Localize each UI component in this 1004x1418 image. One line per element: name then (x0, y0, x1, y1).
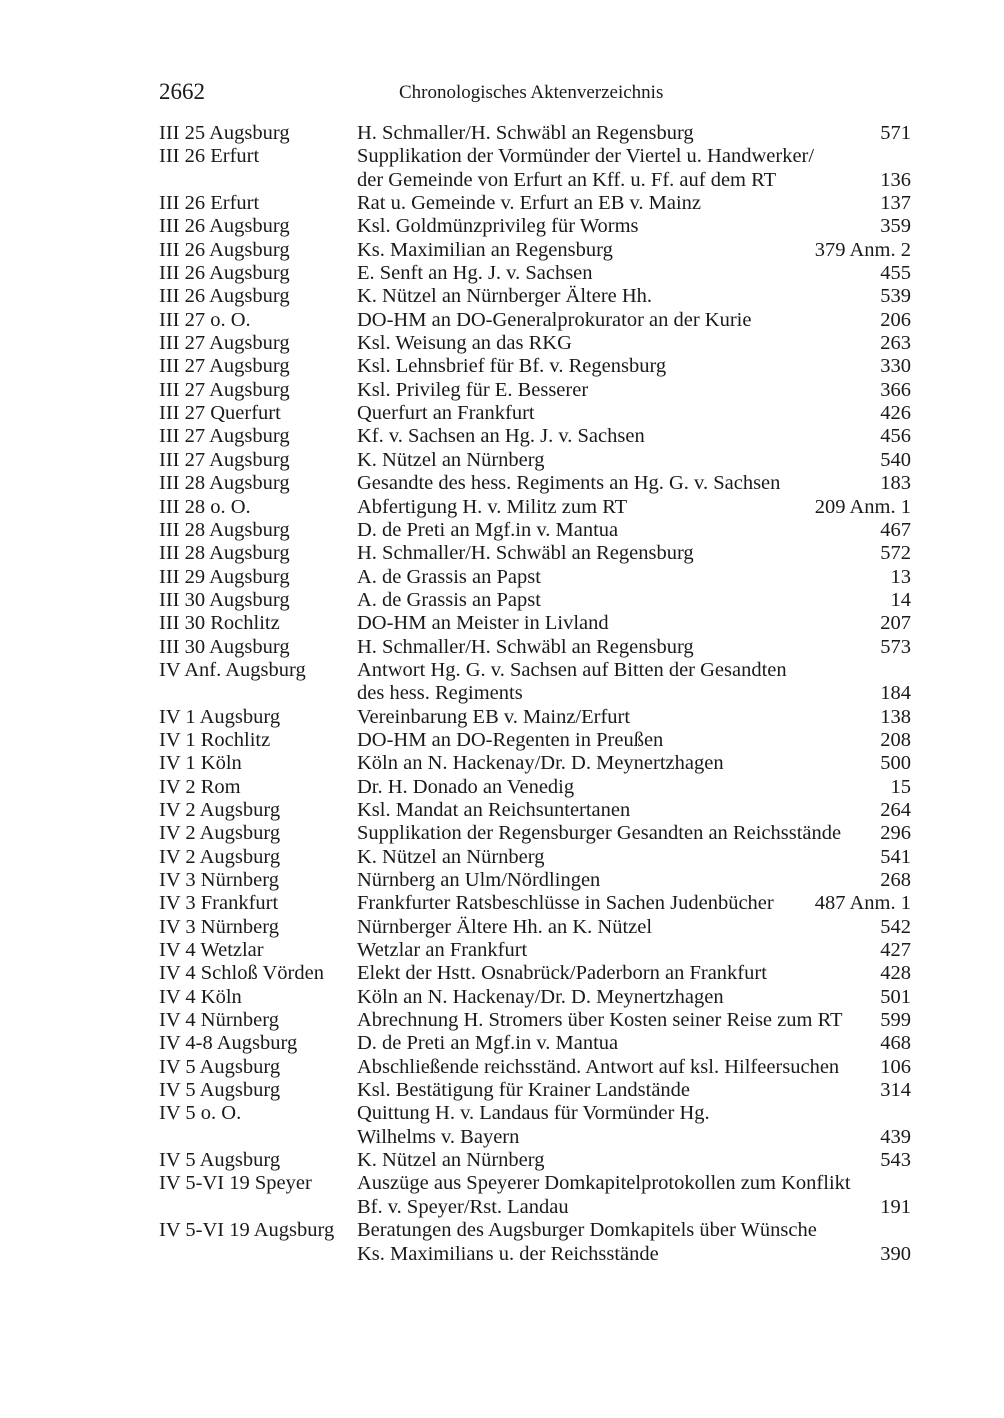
entry-date: III 27 Augsburg (159, 332, 290, 355)
entry-date: IV 4-8 Augsburg (159, 1032, 298, 1055)
entry-description (357, 192, 876, 215)
entry-description-line: Querfurt an Frankfurt (357, 402, 535, 425)
entry-row (159, 1172, 911, 1219)
entry-date: IV 5 Augsburg (159, 1149, 281, 1172)
entry-description-line: Ksl. Bestätigung für Krainer Landstände (357, 1079, 691, 1102)
entry-description (357, 706, 876, 729)
entry-date: III 26 Augsburg (159, 238, 290, 261)
entry-date: IV 4 Wetzlar (159, 939, 264, 962)
entry-description-line: Supplikation der Vormünder der Viertel u. Handwerker/ (357, 145, 815, 168)
entry-description-line: Ks. Maximilian an Regensburg (357, 238, 613, 261)
entry-row (159, 496, 911, 519)
entry-description (357, 1102, 876, 1149)
entry-row (159, 1032, 911, 1055)
entry-description-line: Wetzlar an Frankfurt (357, 939, 528, 962)
entry-description-line: Ksl. Privileg für E. Besserer (357, 378, 589, 401)
entry-date: IV Anf. Augsburg (159, 658, 306, 681)
entry-date: IV 5 o. O. (159, 1102, 242, 1125)
entry-page-ref: 599 (880, 1009, 911, 1032)
entry-description-line: der Gemeinde von Erfurt an Kff. u. Ff. auf dem RT (357, 168, 777, 191)
entry-row (159, 262, 911, 285)
entry-row (159, 612, 911, 635)
entry-description-line: Köln an N. Hackenay/Dr. D. Meynertzhagen (357, 985, 724, 1008)
entry-description (357, 846, 876, 869)
entry-row (159, 752, 911, 775)
entry-page-ref: 540 (880, 448, 911, 471)
entry-page-ref: 206 (880, 308, 911, 331)
entry-page-ref: 366 (880, 378, 911, 401)
entry-description (357, 869, 876, 892)
entry-row (159, 1102, 911, 1149)
entry-row (159, 122, 911, 145)
entry-description (357, 425, 876, 448)
entry-description (357, 145, 876, 192)
entry-date: IV 5 Augsburg (159, 1079, 281, 1102)
entry-description-line: Wilhelms v. Bayern (357, 1125, 520, 1148)
entry-date: IV 5-VI 19 Speyer (159, 1172, 312, 1195)
entry-description (357, 799, 876, 822)
entry-page-ref: 571 (880, 122, 911, 144)
entry-page-ref: 207 (880, 612, 911, 635)
entry-date: IV 4 Schloß Vörden (159, 962, 324, 985)
entry-page-ref: 183 (880, 472, 911, 495)
entry-row (159, 589, 911, 612)
entry-page-ref: 263 (880, 332, 911, 355)
entry-page-ref: 106 (880, 1055, 911, 1078)
entry-page-ref: 137 (880, 192, 911, 215)
entry-description-line: K. Nützel an Nürnberger Ältere Hh. (357, 285, 653, 308)
entry-row (159, 192, 911, 215)
entry-row (159, 916, 911, 939)
entry-description-line: Auszüge aus Speyerer Domkapitelprotokollen zum Konflikt (357, 1172, 851, 1195)
entry-description-line: Ks. Maximilians u. der Reichsstände (357, 1242, 659, 1265)
entry-description (357, 822, 876, 845)
entry-description-line: Abfertigung H. v. Militz zum RT (357, 495, 628, 518)
entry-date: III 29 Augsburg (159, 565, 290, 588)
entry-description-line: Frankfurter Ratsbeschlüsse in Sachen Judenbücher (357, 892, 774, 915)
entry-row (159, 869, 911, 892)
entry-row (159, 215, 911, 238)
entry-row (159, 1009, 911, 1032)
entry-date: IV 5-VI 19 Augsburg (159, 1219, 335, 1242)
entry-description-line: Vereinbarung EB v. Mainz/Erfurt (357, 705, 631, 728)
entry-description (357, 962, 876, 985)
entry-date: IV 2 Augsburg (159, 822, 281, 845)
entry-row (159, 986, 911, 1009)
entry-description-line: Antwort Hg. G. v. Sachsen auf Bitten der Gesandten (357, 658, 787, 681)
entry-description (357, 332, 876, 355)
entry-date: IV 1 Augsburg (159, 705, 281, 728)
entry-description (357, 939, 876, 962)
entry-description (357, 542, 876, 565)
entry-date: III 26 Augsburg (159, 215, 290, 238)
entry-description-line: Bf. v. Speyer/Rst. Landau (357, 1195, 569, 1218)
entry-page-ref: 501 (880, 985, 911, 1008)
entry-description-line: Ksl. Goldmünzprivileg für Worms (357, 215, 639, 238)
entry-description-line: DO-HM an DO-Regenten in Preußen (357, 728, 664, 751)
entry-date: IV 4 Köln (159, 985, 242, 1008)
entry-date: IV 4 Nürnberg (159, 1009, 279, 1032)
entry-page-ref: 184 (880, 682, 911, 705)
entry-page-ref: 191 (880, 1195, 911, 1218)
entry-date: III 26 Augsburg (159, 285, 290, 308)
entry-row (159, 355, 911, 378)
entry-description (357, 636, 876, 659)
entry-description-line: des hess. Regiments (357, 682, 523, 705)
entry-description-line: Ksl. Lehnsbrief für Bf. v. Regensburg (357, 355, 667, 378)
entry-description-line: K. Nützel an Nürnberg (357, 448, 545, 471)
entry-description-line: A. de Grassis an Papst (357, 588, 541, 611)
entry-description (357, 916, 876, 939)
entry-row (159, 1149, 911, 1172)
entry-description (357, 659, 876, 706)
entry-description (357, 402, 876, 425)
entry-row (159, 379, 911, 402)
entry-description (357, 1219, 876, 1266)
entry-date: III 28 o. O. (159, 495, 251, 518)
entry-description (357, 1172, 876, 1219)
entry-date: III 27 o. O. (159, 308, 251, 331)
entry-date: IV 3 Nürnberg (159, 915, 279, 938)
entry-description (357, 215, 876, 238)
entry-row (159, 659, 911, 706)
entry-row (159, 892, 911, 915)
entry-description-line: K. Nützel an Nürnberg (357, 845, 545, 868)
entry-description (357, 1009, 876, 1032)
entry-description-line: Elekt der Hstt. Osnabrück/Paderborn an Frankfurt (357, 962, 767, 985)
entry-row (159, 822, 911, 845)
entry-date: IV 5 Augsburg (159, 1055, 281, 1078)
entry-description (357, 496, 811, 519)
entry-page-ref: 209 Anm. 1 (814, 495, 911, 518)
entry-page-ref: 427 (880, 939, 911, 962)
chronological-entry-list (159, 122, 911, 1266)
entry-page-ref: 359 (880, 215, 911, 238)
entry-page-ref: 138 (880, 705, 911, 728)
entry-page-ref: 330 (880, 355, 911, 378)
entry-row (159, 636, 911, 659)
running-title: Chronologisches Aktenverzeichnis (399, 82, 664, 103)
page-header (159, 76, 911, 108)
entry-description-line: Abschließende reichsständ. Antwort auf ksl. Hilfeersuchen (357, 1055, 840, 1078)
entry-row (159, 962, 911, 985)
entry-description (357, 285, 876, 308)
entry-row (159, 449, 911, 472)
entry-description (357, 239, 811, 262)
entry-date: III 25 Augsburg (159, 122, 290, 144)
entry-row (159, 776, 911, 799)
entry-page-ref: 426 (880, 402, 911, 425)
entry-description-line: Nürnberg an Ulm/Nördlingen (357, 869, 601, 891)
entry-row (159, 239, 911, 262)
entry-description (357, 472, 876, 495)
entry-date: IV 3 Frankfurt (159, 892, 279, 915)
entry-row (159, 1079, 911, 1102)
entry-description (357, 519, 876, 542)
entry-date: III 27 Querfurt (159, 402, 281, 425)
entry-row (159, 425, 911, 448)
entry-description-line: H. Schmaller/H. Schwäbl an Regensburg (357, 122, 694, 144)
entry-description (357, 1079, 876, 1102)
entry-description (357, 1056, 876, 1079)
entry-page-ref: 487 Anm. 1 (814, 892, 911, 915)
entry-date: III 30 Rochlitz (159, 612, 280, 635)
entry-page-ref: 264 (880, 798, 911, 821)
entry-date: IV 2 Rom (159, 775, 241, 798)
entry-row (159, 846, 911, 869)
entry-description (357, 379, 876, 402)
entry-description (357, 1032, 876, 1055)
entry-date: III 27 Augsburg (159, 378, 290, 401)
entry-page-ref: 467 (880, 518, 911, 541)
entry-date: III 27 Augsburg (159, 448, 290, 471)
entry-description-line: Rat u. Gemeinde v. Erfurt an EB v. Mainz (357, 192, 702, 215)
entry-row (159, 566, 911, 589)
entry-row (159, 799, 911, 822)
entry-page-ref: 573 (880, 635, 911, 658)
entry-description-line: H. Schmaller/H. Schwäbl an Regensburg (357, 635, 694, 658)
entry-description-line: E. Senft an Hg. J. v. Sachsen (357, 262, 593, 285)
entry-row (159, 706, 911, 729)
entry-date: III 28 Augsburg (159, 542, 290, 565)
entry-row (159, 729, 911, 752)
entry-description-line: Kf. v. Sachsen an Hg. J. v. Sachsen (357, 425, 645, 448)
entry-page-ref: 468 (880, 1032, 911, 1055)
entry-description (357, 262, 876, 285)
entry-description-line: DO-HM an Meister in Livland (357, 612, 609, 635)
entry-row (159, 939, 911, 962)
entry-date: IV 1 Rochlitz (159, 728, 271, 751)
entry-description-line: D. de Preti an Mgf.in v. Mantua (357, 518, 619, 541)
entry-date: III 30 Augsburg (159, 588, 290, 611)
entry-description-line: K. Nützel an Nürnberg (357, 1149, 545, 1172)
entry-description-line: Köln an N. Hackenay/Dr. D. Meynertzhagen (357, 752, 724, 775)
entry-page-ref: 439 (880, 1125, 911, 1148)
entry-page-ref: 15 (890, 775, 911, 798)
entry-page-ref: 500 (880, 752, 911, 775)
entry-description-line: Dr. H. Donado an Venedig (357, 775, 575, 798)
entry-description-line: Nürnberger Ältere Hh. an K. Nützel (357, 915, 653, 938)
entry-date: III 26 Erfurt (159, 192, 260, 215)
entry-row (159, 145, 911, 192)
entry-page-ref: 456 (880, 425, 911, 448)
entry-page-ref: 543 (880, 1149, 911, 1172)
entry-description (357, 449, 876, 472)
entry-date: III 28 Augsburg (159, 472, 290, 495)
entry-date: IV 1 Köln (159, 752, 242, 775)
entry-description (357, 122, 876, 145)
entry-description-line: DO-HM an DO-Generalprokurator an der Kurie (357, 308, 752, 331)
entry-description (357, 309, 876, 332)
entry-description (357, 566, 887, 589)
entry-description (357, 986, 876, 1009)
entry-row (159, 519, 911, 542)
entry-description-line: D. de Preti an Mgf.in v. Mantua (357, 1032, 619, 1055)
entry-page-ref: 296 (880, 822, 911, 845)
entry-description-line: A. de Grassis an Papst (357, 565, 541, 588)
entry-description-line: H. Schmaller/H. Schwäbl an Regensburg (357, 542, 694, 565)
page-number: 2662 (159, 79, 205, 104)
entry-description (357, 776, 887, 799)
entry-row (159, 472, 911, 495)
entry-description-line: Supplikation der Regensburger Gesandten an Reichsstände (357, 822, 842, 845)
entry-description (357, 612, 876, 635)
entry-description (357, 1149, 876, 1172)
entry-date: III 26 Augsburg (159, 262, 290, 285)
entry-row (159, 332, 911, 355)
entry-description (357, 892, 811, 915)
entry-description (357, 589, 887, 612)
entry-row (159, 1219, 911, 1266)
entry-row (159, 542, 911, 565)
entry-page-ref: 455 (880, 262, 911, 285)
entry-row (159, 1056, 911, 1079)
entry-page-ref: 542 (880, 915, 911, 938)
entry-page-ref: 541 (880, 845, 911, 868)
entry-description-line: Beratungen des Augsburger Domkapitels über Wünsche (357, 1219, 817, 1242)
entry-date: IV 2 Augsburg (159, 845, 281, 868)
entry-date: III 26 Erfurt (159, 145, 260, 168)
entry-page-ref: 390 (880, 1242, 911, 1265)
entry-date: III 28 Augsburg (159, 518, 290, 541)
entry-description-line: Ksl. Mandat an Reichsuntertanen (357, 798, 631, 821)
entry-date: IV 2 Augsburg (159, 798, 281, 821)
entry-description (357, 355, 876, 378)
entry-description-line: Ksl. Weisung an das RKG (357, 332, 572, 355)
entry-description-line: Gesandte des hess. Regiments an Hg. G. v. Sachsen (357, 472, 781, 495)
entry-row (159, 285, 911, 308)
entry-page-ref: 208 (880, 728, 911, 751)
entry-description-line: Abrechnung H. Stromers über Kosten seiner Reise zum RT (357, 1009, 843, 1032)
entry-row (159, 402, 911, 425)
entry-page-ref: 379 Anm. 2 (814, 238, 911, 261)
entry-description (357, 729, 876, 752)
entry-page-ref: 539 (880, 285, 911, 308)
entry-page-ref: 572 (880, 542, 911, 565)
entry-page-ref: 268 (880, 869, 911, 891)
entry-page-ref: 13 (890, 565, 911, 588)
entry-page-ref: 428 (880, 962, 911, 985)
entry-date: III 27 Augsburg (159, 355, 290, 378)
entry-date: III 27 Augsburg (159, 425, 290, 448)
entry-row (159, 309, 911, 332)
entry-date: IV 3 Nürnberg (159, 869, 279, 891)
entry-page-ref: 14 (890, 588, 911, 611)
entry-date: III 30 Augsburg (159, 635, 290, 658)
entry-description (357, 752, 876, 775)
entry-page-ref: 136 (880, 168, 911, 191)
entry-description-line: Quittung H. v. Landaus für Vormünder Hg. (357, 1102, 710, 1125)
entry-page-ref: 314 (880, 1079, 911, 1102)
